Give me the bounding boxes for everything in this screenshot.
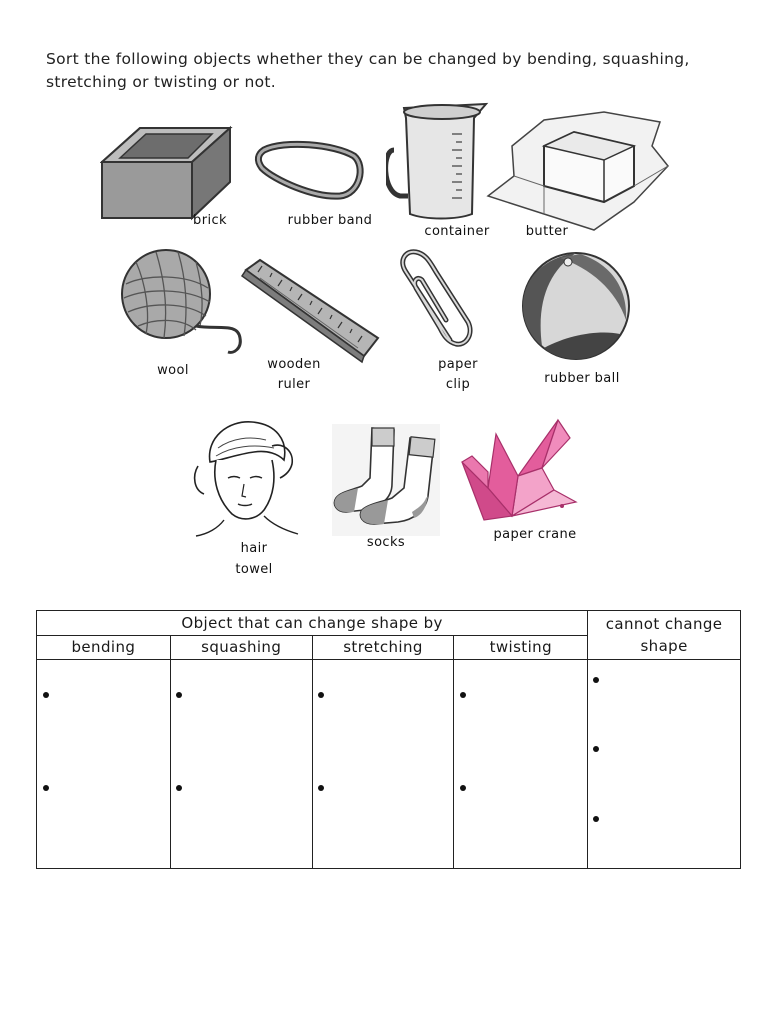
bullet [318,785,324,791]
label-brick: brick [193,213,227,228]
bullet [318,692,324,698]
label-paper-clip-2: clip [445,377,471,392]
instructions: Sort the following objects whether they can be changed by bending, squashing, stretching or twisting or not. [46,50,690,91]
label-wooden-ruler-1: wooden [267,357,321,372]
header-can-change: Object that can change shape by [37,611,588,636]
cell-stretching[interactable] [312,660,454,869]
label-rubber-band: rubber band [287,213,373,228]
label-container: container [424,224,490,239]
paper-crane-image [458,416,578,524]
bullet [460,785,466,791]
socks-image [332,424,440,536]
bullet [593,746,599,752]
wool-image [116,244,246,356]
paper-clip-image [392,248,476,350]
label-socks: socks [366,535,406,550]
header-cannot-change-text: cannot change shape [605,615,723,655]
rubber-ball-image [520,250,632,362]
hair-towel-image [188,416,304,538]
butter-image [484,106,674,236]
bullet [176,785,182,791]
cell-squashing[interactable] [170,660,312,869]
sorting-table [36,610,741,869]
label-rubber-ball: rubber ball [544,371,620,386]
header-squashing: squashing [170,635,312,660]
label-hair-towel-1: hair [240,541,268,556]
bullet [593,677,599,683]
wooden-ruler-image [240,256,382,366]
label-hair-towel-2: towel [235,562,273,577]
header-cannot-change [588,611,741,660]
bullet [460,692,466,698]
bullet [176,692,182,698]
header-bending: bending [37,635,171,660]
bullet [43,785,49,791]
label-paper-clip-1: paper [438,357,478,372]
header-stretching: stretching [312,635,454,660]
bullet [43,692,49,698]
brick-image [100,122,235,222]
label-butter: butter [525,224,569,239]
label-wool: wool [157,363,189,378]
label-paper-crane: paper crane [493,527,577,542]
container-image [386,100,494,222]
label-wooden-ruler-2: ruler [277,377,311,392]
rubber-band-image [254,136,366,202]
header-twisting: twisting [454,635,588,660]
cell-twisting[interactable] [454,660,588,869]
cell-bending[interactable] [37,660,171,869]
cell-cannot-change[interactable] [588,660,741,869]
bullet [593,816,599,822]
